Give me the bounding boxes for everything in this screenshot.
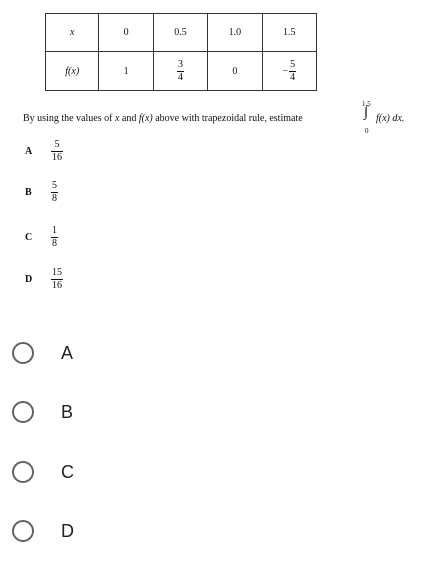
cell-fx-3: 0	[208, 52, 262, 91]
numerator: 1	[52, 225, 57, 236]
numerator: 5	[54, 139, 60, 150]
integrand: f(x) dx.	[376, 113, 405, 124]
option-d	[25, 268, 63, 291]
integral-lower-limit: 0	[365, 127, 369, 135]
numerator: 3	[177, 58, 183, 70]
choice-d[interactable]	[12, 520, 74, 542]
header-x: x	[46, 14, 99, 52]
denominator: 4	[177, 71, 183, 83]
radio-button[interactable]	[12, 342, 34, 364]
minus-sign: −	[282, 65, 289, 77]
variable-x: x	[114, 113, 120, 124]
cell-fx-4	[262, 52, 316, 91]
header-fx: f(x)	[46, 52, 99, 91]
radio-button[interactable]	[12, 520, 34, 542]
table-row-x	[46, 14, 317, 52]
denominator: 8	[52, 238, 57, 249]
denominator: 16	[52, 152, 62, 163]
option-letter: B	[25, 187, 32, 198]
integral-symbol	[362, 100, 376, 134]
numerator: 5	[52, 180, 57, 191]
denominator: 16	[52, 280, 62, 291]
function-fx: f(x)	[138, 113, 153, 124]
option-b	[25, 181, 58, 204]
choice-c[interactable]	[12, 461, 74, 483]
option-fraction	[51, 268, 63, 291]
option-letter: D	[25, 274, 33, 285]
choice-label: A	[61, 342, 74, 363]
option-fraction	[51, 140, 63, 163]
numerator: 15	[52, 267, 62, 278]
question-part-b: and	[119, 113, 139, 124]
question-part-a: By using the values of	[23, 113, 115, 124]
radio-button[interactable]	[12, 401, 34, 423]
question-text	[23, 113, 303, 124]
choice-label: C	[61, 461, 74, 482]
option-c	[25, 226, 58, 249]
cell-x-4: 1.5	[262, 14, 316, 52]
cell-fx-2	[153, 52, 207, 91]
negative-fraction	[282, 60, 296, 83]
fraction	[177, 60, 184, 83]
fraction	[289, 60, 296, 83]
option-a	[25, 140, 63, 163]
table-row-fx	[46, 52, 317, 91]
cell-x-2: 0.5	[153, 14, 207, 52]
option-fraction	[51, 181, 58, 204]
denominator: 4	[290, 71, 296, 83]
cell-x-3: 1.0	[208, 14, 262, 52]
option-fraction	[51, 226, 58, 249]
cell-fx-1: 1	[99, 52, 153, 91]
integral-upper-limit: 1.5	[362, 100, 371, 108]
choice-b[interactable]	[12, 401, 73, 423]
question-part-c: above with trapezoidal rule, estimate	[152, 113, 303, 124]
values-table	[45, 13, 317, 91]
numerator: 5	[290, 58, 296, 70]
option-letter: A	[25, 146, 33, 157]
choice-label: D	[61, 520, 74, 541]
option-letter: C	[25, 232, 33, 243]
denominator: 8	[52, 193, 57, 204]
radio-button[interactable]	[12, 461, 34, 483]
integral-sign: ∫	[364, 104, 369, 120]
choice-label: B	[61, 401, 74, 422]
choice-a[interactable]	[12, 342, 73, 364]
cell-x-1: 0	[99, 14, 153, 52]
